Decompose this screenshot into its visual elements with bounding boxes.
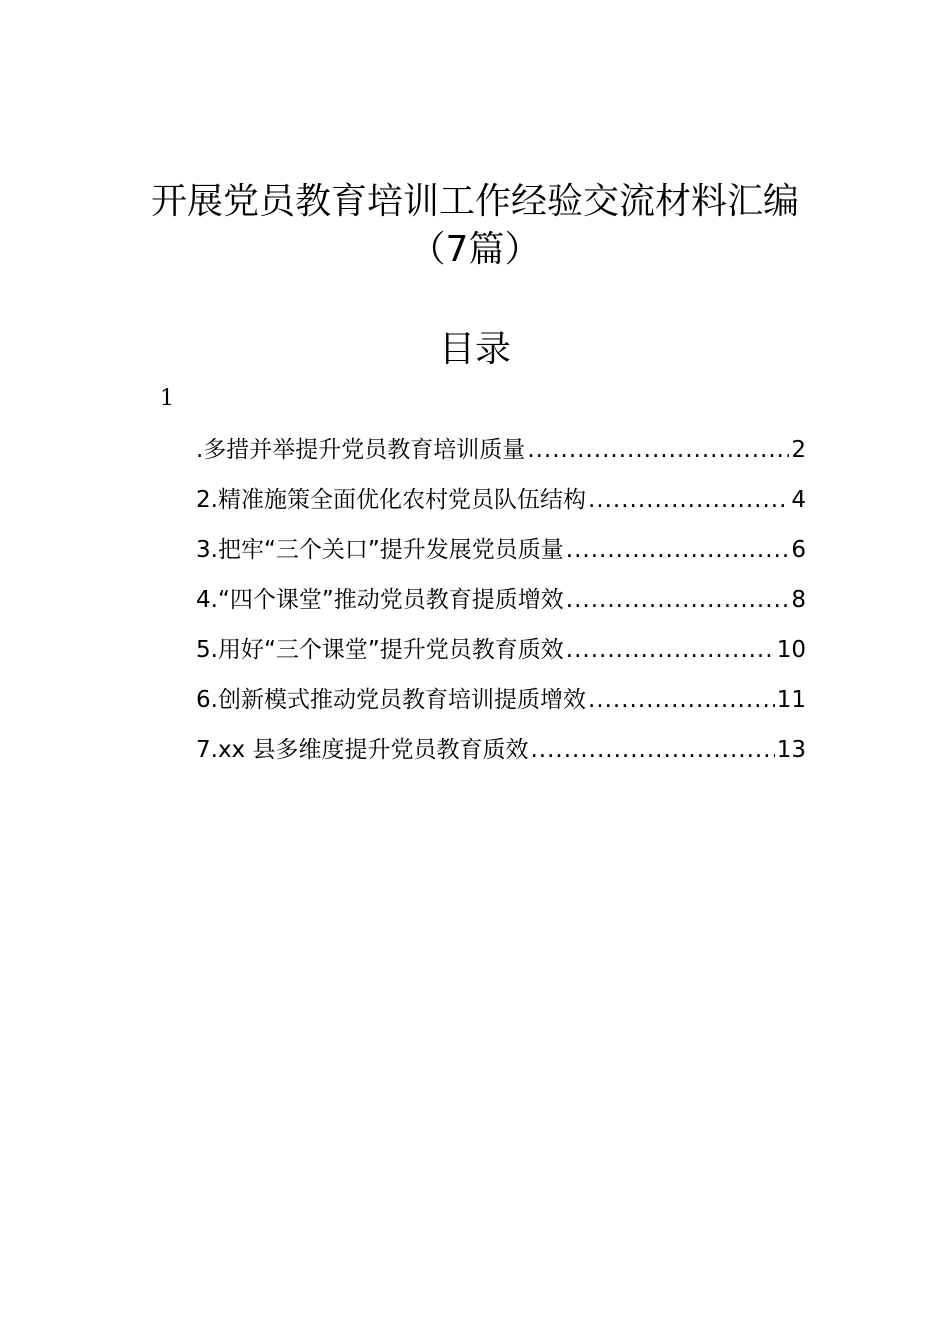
toc-entry-title: .多措并举提升党员教育培训质量	[196, 437, 526, 463]
document-subtitle-count: （7篇）	[409, 229, 541, 270]
toc-entry-title: 7.xx 县多维度提升党员教育质效	[196, 737, 529, 763]
toc-entry-page-number: 8	[791, 587, 806, 613]
toc-entry[interactable]	[196, 580, 806, 630]
toc-entry-title: 2.精准施策全面优化农村党员队伍结构	[196, 487, 586, 513]
toc-entry-title: 5.用好“三个课堂”提升党员教育质效	[196, 637, 564, 663]
toc-dot-leader	[530, 730, 774, 770]
list-number: 1	[160, 386, 174, 411]
toc-entry-page-number: 11	[776, 687, 806, 713]
toc-dot-leader	[566, 530, 790, 570]
document-title: 开展党员教育培训工作经验交流材料汇编	[150, 181, 799, 222]
toc-entry-page-number: 4	[791, 487, 806, 513]
toc-dot-leader	[527, 430, 789, 470]
toc-entry[interactable]	[196, 630, 806, 680]
toc-entry[interactable]	[196, 430, 806, 480]
toc-entry-page-number: 6	[791, 537, 806, 563]
toc-entry-title: 3.把牢“三个关口”提升发展党员质量	[196, 537, 564, 563]
toc-dot-leader	[566, 580, 790, 620]
toc-entry[interactable]	[196, 730, 806, 780]
toc-dot-leader	[566, 630, 775, 670]
toc-entry-page-number: 13	[776, 737, 806, 763]
toc-dot-leader	[588, 680, 775, 720]
toc-heading: 目录	[438, 329, 511, 370]
toc-entry[interactable]	[196, 480, 806, 530]
toc-entry-title: 4.“四个课堂”推动党员教育提质增效	[196, 587, 564, 613]
toc-entry-page-number: 2	[791, 437, 806, 463]
toc-entry-page-number: 10	[776, 637, 806, 663]
toc-dot-leader	[588, 480, 789, 520]
table-of-contents	[196, 430, 806, 780]
toc-entry-title: 6.创新模式推动党员教育培训提质增效	[196, 687, 586, 713]
toc-entry[interactable]	[196, 680, 806, 730]
toc-entry[interactable]	[196, 530, 806, 580]
